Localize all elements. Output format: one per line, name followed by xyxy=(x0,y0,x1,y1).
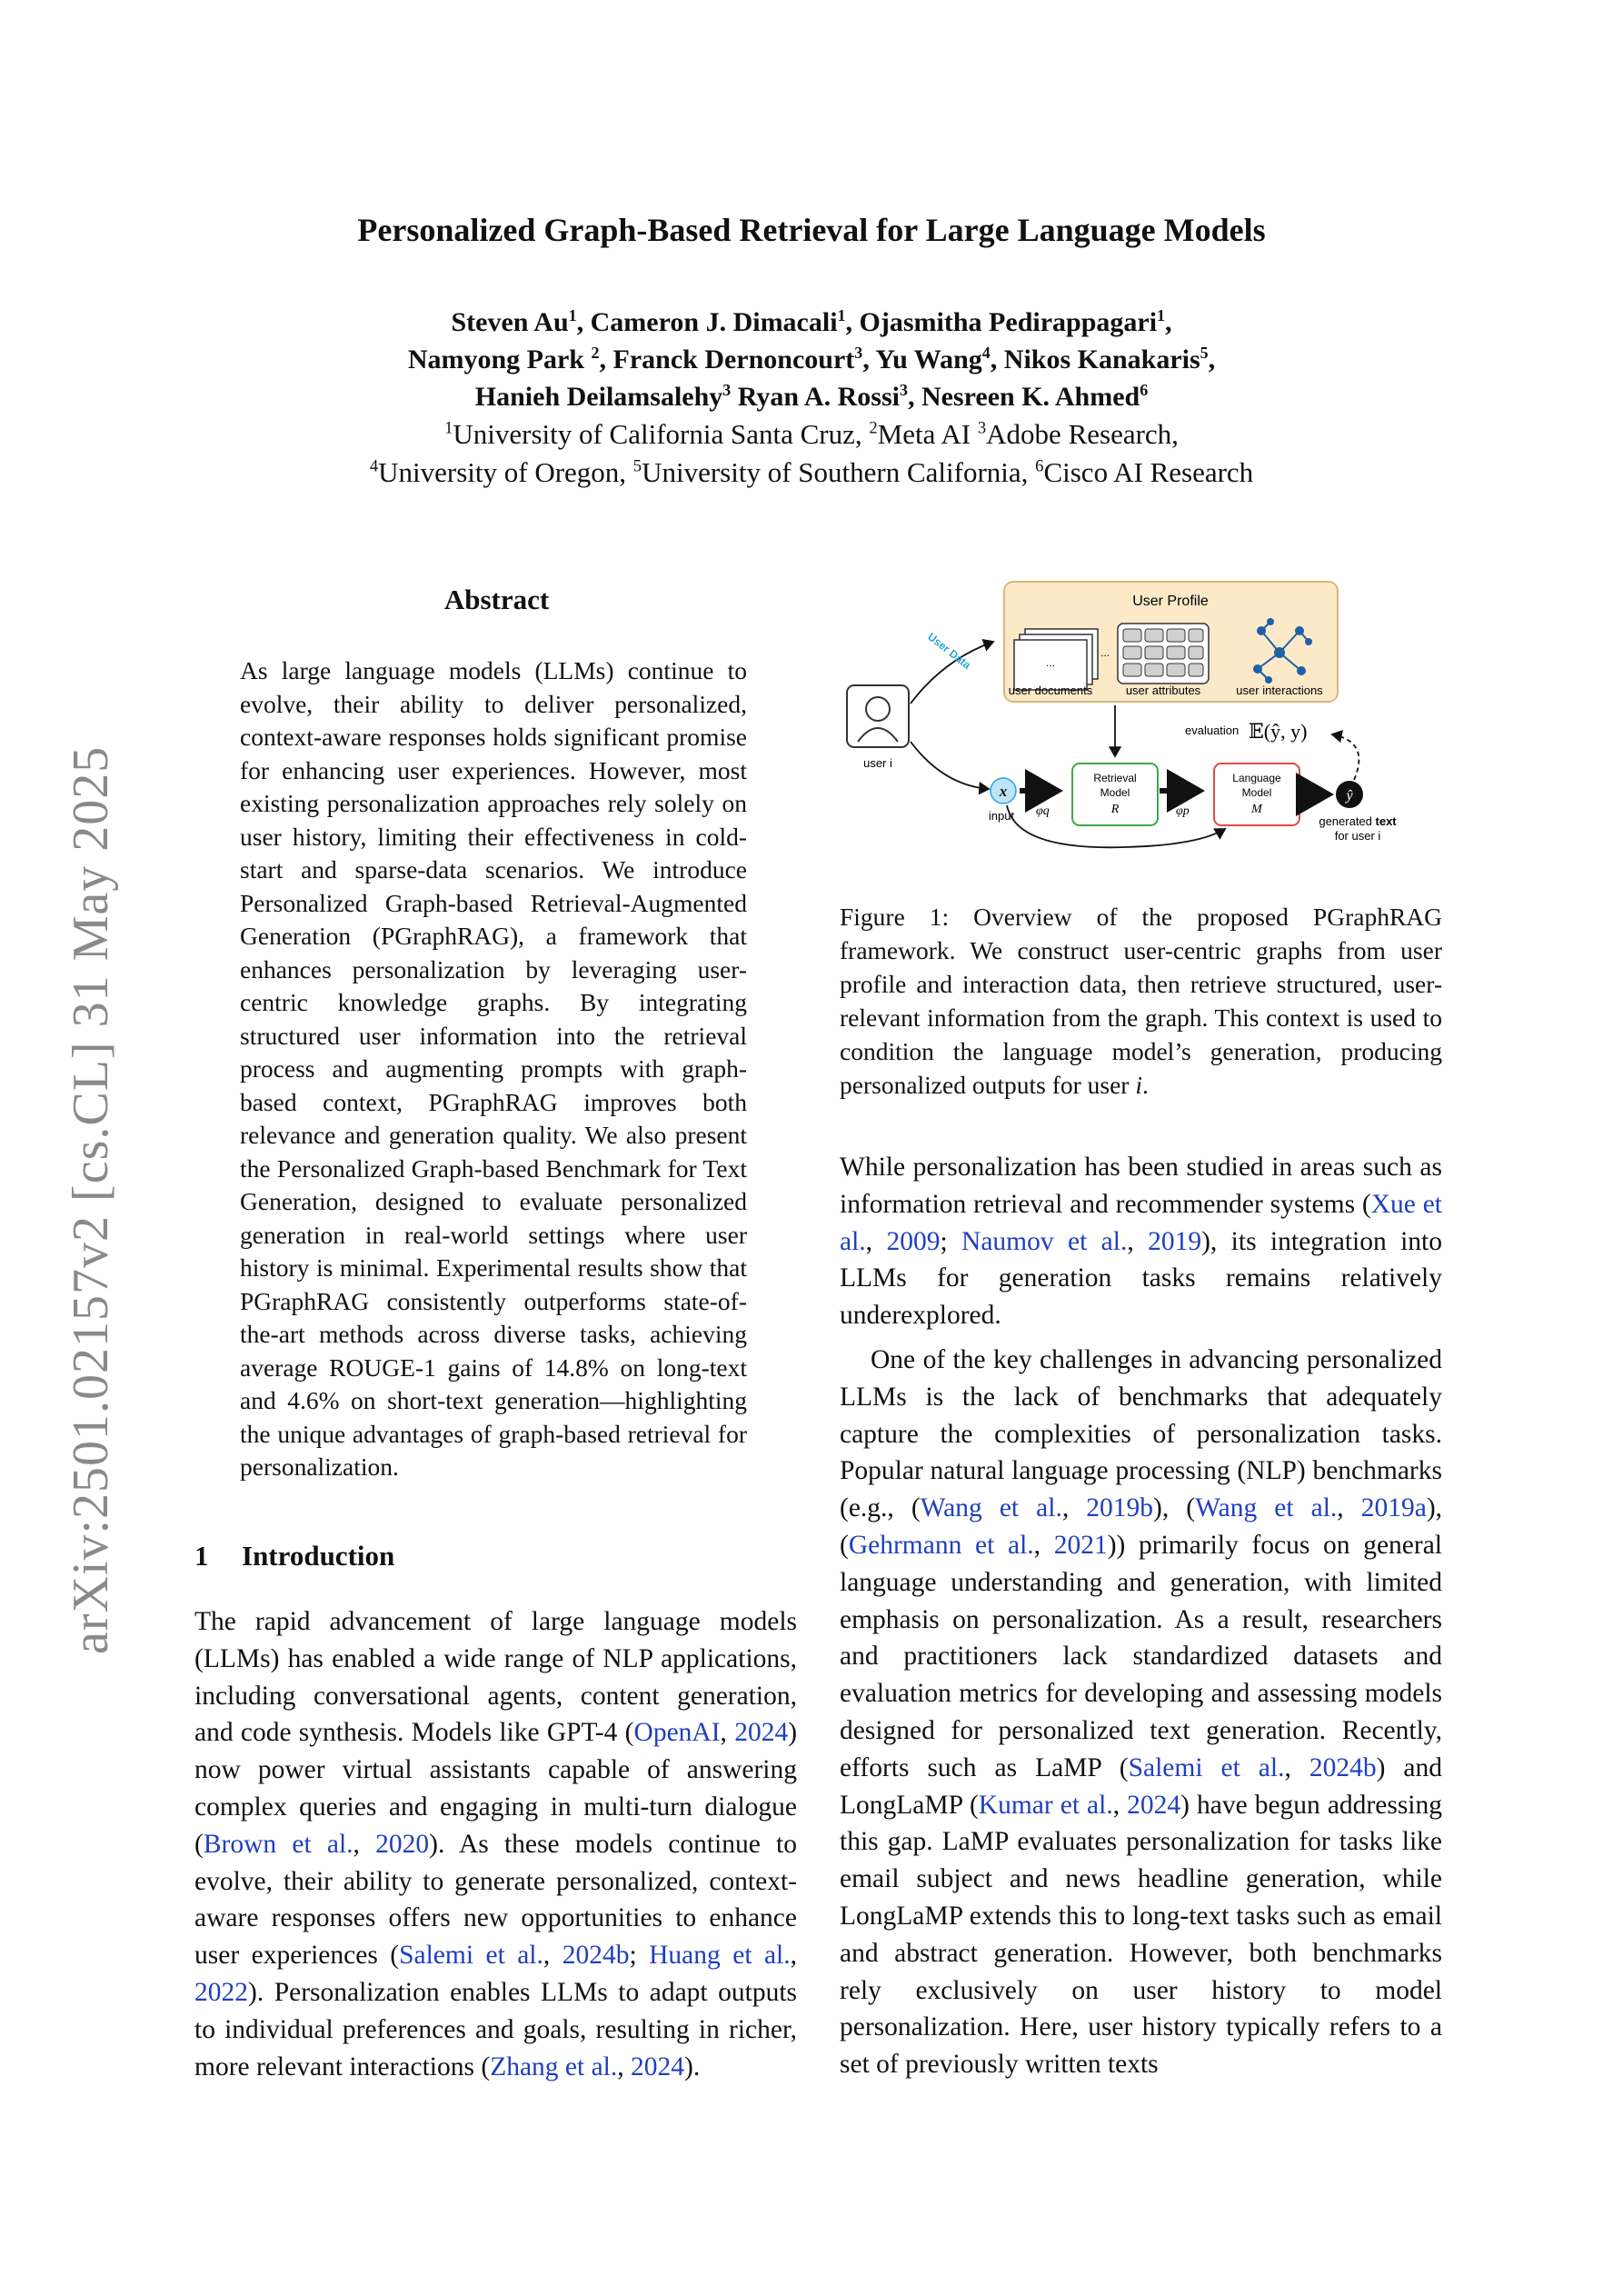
abstract-text: As large language models (LLMs) continue to evolve, their ability to deliver personalized, context-aware responses holds significant promise for enhancing user experiences. However, most existing personalization approaches rely solely on user history, limiting their effectiveness in cold-start and sparse-data scenarios. We introduce Personalized Graph-based Retrieval-Augmented Generation (PGraphRAG), a framework that enhances personalization by leveraging user-centric knowledge graphs. By integrating structured user information into the retrieval process and augmenting prompts with graph-based context, PGraphRAG improves both relevance and generation quality. We also present the Personalized Graph-based Benchmark for Text Generation, designed to evaluate personalized generation in real-world settings where user history is minimal. Experimental results show that PGraphRAG consistently outperforms state-of-the-art methods across diverse tasks, achieving average ROUGE-1 gains of 14.8% on long-text and 4.6% on short-text generation—highlighting the unique advantages of graph-based retrieval for personalization. xyxy=(240,656,747,1481)
author-name: Nikos Kanakaris xyxy=(1003,344,1200,374)
citation-link[interactable]: 2019b xyxy=(1086,1493,1154,1523)
evaluation-formula: 𝔼(ŷ, y) xyxy=(1249,720,1308,743)
user-attributes-label: user attributes xyxy=(1125,684,1201,697)
author-name: Hanieh Deilamsalehy xyxy=(474,382,723,412)
citation-link[interactable]: Kumar et al. xyxy=(978,1790,1113,1820)
author-name: Yu Wang xyxy=(875,344,982,374)
citation-link[interactable]: Brown et al. xyxy=(203,1829,353,1859)
citation-link[interactable]: Zhang et al. xyxy=(490,2051,618,2081)
citation-link[interactable]: 2022 xyxy=(194,1977,248,2007)
output-symbol: ŷ xyxy=(1346,788,1353,804)
affiliation-line xyxy=(0,454,1623,492)
affiliation-mark: 4 xyxy=(369,456,379,476)
attribute-grid-icon xyxy=(1118,624,1209,684)
abstract-heading: Abstract xyxy=(443,584,550,615)
citation-link[interactable]: OpenAI xyxy=(633,1718,721,1748)
phi-p-label: φp xyxy=(1176,804,1190,818)
affiliation-name: Meta AI xyxy=(877,418,978,450)
language-label: Model xyxy=(1241,786,1272,799)
affiliation-name: University of Southern California, xyxy=(642,456,1036,488)
retrieval-label: Retrieval xyxy=(1093,772,1137,784)
figure-caption: Figure 1: Overview of the proposed PGraphRAG framework. We construct user-centric graphs from user profile and interaction data, then retrieve structured, user-relevant information from the graph. This context is used to condition the language model’s generation, producing personalized outputs for user i. xyxy=(840,903,1442,1099)
author-affiliation-mark: 2 xyxy=(591,344,600,362)
user-label: user i xyxy=(863,756,892,770)
affiliation-name: Adobe Research, xyxy=(986,418,1179,450)
citation-link[interactable]: Salemi et al. xyxy=(399,1941,543,1971)
author-affiliation-mark: 3 xyxy=(854,344,863,362)
affiliation-mark: 5 xyxy=(632,456,642,476)
citation-link[interactable]: Xue et al. xyxy=(840,1189,1442,1256)
input-symbol: x xyxy=(999,783,1008,800)
affiliations xyxy=(0,415,1623,492)
user-interactions-label: user interactions xyxy=(1236,684,1323,697)
generated-label-2: for user i xyxy=(1334,829,1381,843)
citation-link[interactable]: 2021 xyxy=(1053,1530,1108,1560)
intro-paragraph: The rapid advancement of large language models (LLMs) has enabled a wide range of NLP applications, including conversational agents, content generation, and code synthesis. Models like GPT-4 (OpenAI, 2024) now power virtual assistants capable of answering complex queries and engaging in multi-turn dialogue (Brown et al., 2020). As these models continue to evolve, their ability to generate personalized, context-aware responses offers new opportunities to enhance user experiences (Salemi et al., 2024b; Huang et al., 2022). Personalization enables LLMs to adapt outputs to individual preferences and goals, resulting in richer, more relevant interactions (Zhang et al., 2024). xyxy=(194,1607,798,2081)
user-documents-label: user documents xyxy=(1008,684,1093,697)
author-name: Ryan A. Rossi xyxy=(737,382,900,412)
input-label: input xyxy=(988,809,1015,823)
citation-link[interactable]: Wang et al. xyxy=(920,1493,1062,1523)
citation-link[interactable]: Gehrmann et al. xyxy=(848,1530,1034,1560)
author-affiliation-mark: 6 xyxy=(1140,381,1149,399)
author-affiliation-mark: 3 xyxy=(899,381,908,399)
affiliation-name: Cisco AI Research xyxy=(1043,456,1254,488)
section-title: Introduction xyxy=(242,1540,395,1572)
arxiv-identifier: arXiv:2501.02157v2 [cs.CL] 31 May 2025 xyxy=(63,745,119,1654)
citation-link[interactable]: 2024 xyxy=(631,2051,685,2081)
author-affiliation-mark: 1 xyxy=(568,306,577,324)
author-name: Namyong Park xyxy=(407,344,592,374)
between-ellipsis: ... xyxy=(1100,646,1110,659)
affiliation-name: University of California Santa Cruz, xyxy=(453,418,870,450)
citation-link[interactable]: 2024b xyxy=(1309,1752,1377,1782)
author-affiliation-mark: 1 xyxy=(1157,306,1166,324)
affiliation-line xyxy=(0,415,1623,454)
user-data-label: User Data xyxy=(925,630,973,672)
author-affiliation-mark: 3 xyxy=(722,381,732,399)
citation-link[interactable]: 2019a xyxy=(1360,1493,1427,1523)
retrieval-label: Model xyxy=(1100,786,1130,799)
citation-link[interactable]: 2024 xyxy=(1127,1790,1181,1820)
author-name: Nesreen K. Ahmed xyxy=(921,382,1140,412)
user-icon xyxy=(847,685,909,747)
citation-link[interactable]: Naumov et al. xyxy=(961,1226,1128,1256)
citation-link[interactable]: 2009 xyxy=(886,1226,941,1256)
user-profile-title: User Profile xyxy=(1132,594,1209,609)
citation-link[interactable]: 2020 xyxy=(375,1829,430,1859)
body-paragraph: One of the key challenges in advancing personalized LLMs is the lack of benchmarks that adequately capture the complexities of personalization tasks. Popular natural language processing (NLP) benchmarks (e.g., (Wang et al., 2019b), (Wang et al., 2019a), (Gehrmann et al., 2021)) primarily focus on general language understanding and generation, with limited emphasis on personalization. As a result, researchers and practitioners lack standardized datasets and evaluation metrics for developing and assessing models designed for personalized text generation. Recently, efforts such as LaMP (Salemi et al., 2024b) and LongLaMP (Kumar et al., 2024) have begun addressing this gap. LaMP evaluates personalization for tasks like email subject and news headline generation, while LongLaMP extends this to long-text tasks such as email and abstract generation. However, both benchmarks rely exclusively on user history to model personalization. Here, user history typically refers to a set of previously written texts xyxy=(840,1344,1443,2080)
affiliation-name: University of Oregon, xyxy=(378,456,633,488)
citation-link[interactable]: 2019 xyxy=(1148,1226,1202,1256)
author-affiliation-mark: 4 xyxy=(981,344,991,362)
body-paragraph: While personalization has been studied in areas such as information retrieval and recommender systems (Xue et al., 2009; Naumov et al., 2019), its integration into LLMs for generation tasks remains relatively underexplored. xyxy=(840,1153,1442,1331)
author-affiliation-mark: 5 xyxy=(1200,344,1209,362)
author-line: Steven Au$^1$, Cameron J. Dimacali$^1$, Ojasmitha Pedirappagari$^1$, xyxy=(451,306,1172,337)
language-label: Language xyxy=(1232,772,1281,784)
generated-label: generated text xyxy=(1319,814,1397,828)
citation-link[interactable]: Salemi et al. xyxy=(1128,1752,1285,1782)
phi-q-label: φq xyxy=(1036,804,1050,818)
author-name: Franck Dernoncourt xyxy=(612,344,855,374)
author-name: Ojasmitha Pedirappagari xyxy=(859,307,1158,337)
author-line: Namyong Park $^2$, Franck Dernoncourt$^3$, Yu Wang$^4$, Nikos Kanakaris$^5$, xyxy=(407,344,1216,374)
retrieval-symbol: R xyxy=(1110,803,1120,816)
affiliation-mark: 6 xyxy=(1035,456,1044,476)
affiliation-mark: 3 xyxy=(977,418,987,438)
section-number: 1 xyxy=(194,1540,209,1572)
doc-ellipsis: ... xyxy=(1045,656,1056,669)
author-list xyxy=(0,304,1623,415)
section-heading xyxy=(194,1540,394,1572)
figure-pgraphrag-overview xyxy=(834,578,1445,851)
citation-link[interactable]: Huang et al. xyxy=(649,1941,791,1971)
affiliation-mark: 2 xyxy=(869,418,878,438)
citation-link[interactable]: 2024b xyxy=(562,1941,630,1971)
citation-link[interactable]: Wang et al. xyxy=(1195,1493,1338,1523)
affiliation-mark: 1 xyxy=(444,418,453,438)
evaluation-label: evaluation xyxy=(1185,724,1240,737)
author-name: Cameron J. Dimacali xyxy=(590,307,838,337)
author-affiliation-mark: 1 xyxy=(837,306,846,324)
right-column-text xyxy=(840,1149,1442,2083)
citation-link[interactable]: 2024 xyxy=(734,1718,789,1748)
author-line: Hanieh Deilamsalehy$^3$ Ryan A. Rossi$^3$, Nesreen K. Ahmed$^6$ xyxy=(474,381,1149,412)
paper-title: Personalized Graph-Based Retrieval for Large Language Models xyxy=(357,212,1266,248)
author-name: Steven Au xyxy=(451,307,569,337)
language-symbol: M xyxy=(1251,803,1262,816)
